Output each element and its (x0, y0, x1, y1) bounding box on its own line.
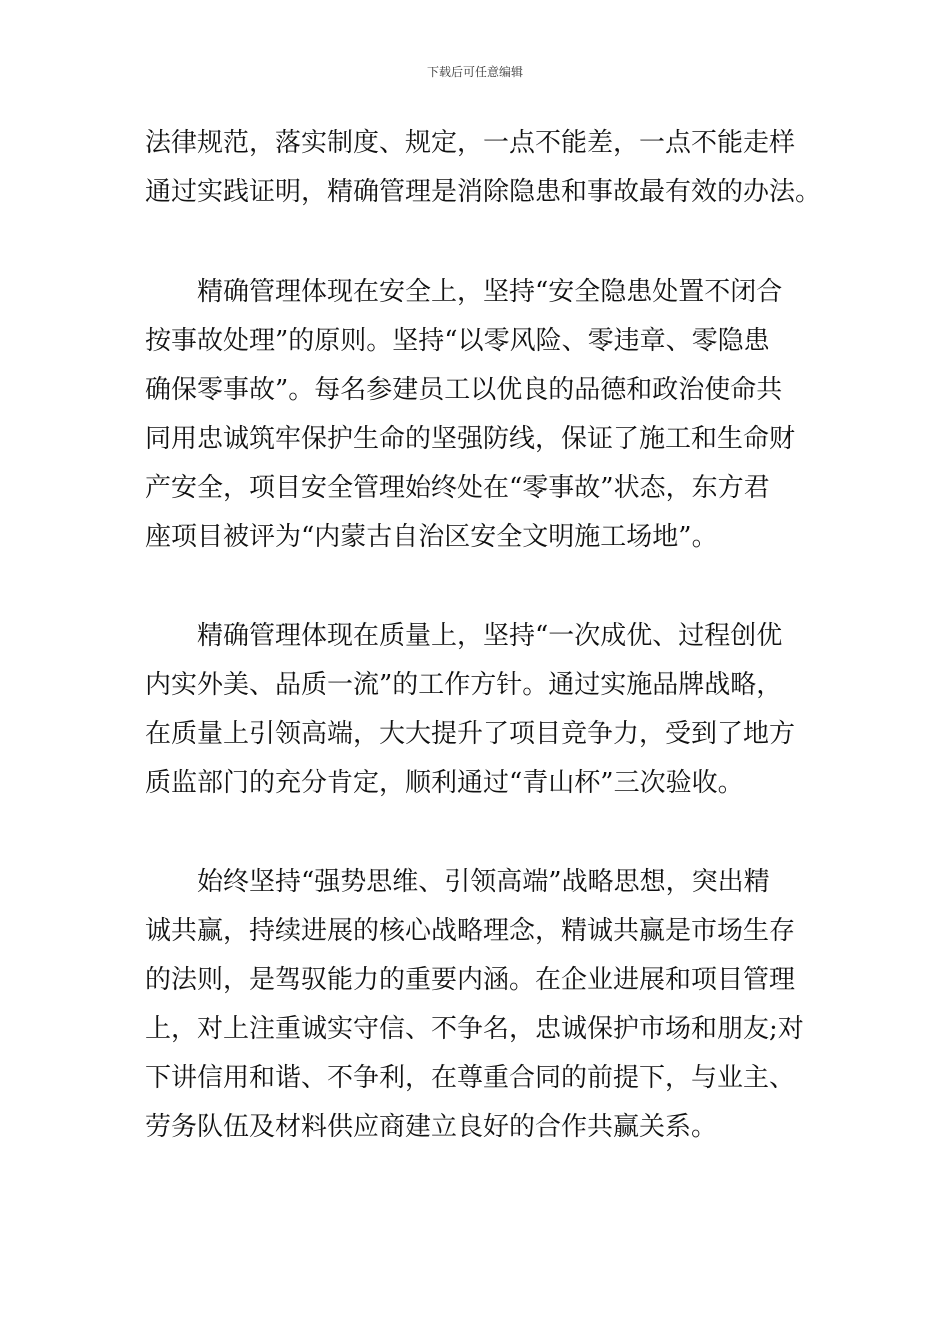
paragraph-line: 同用忠诚筑牢保护生命的坚强防线，保证了施工和生命财 (145, 424, 796, 454)
paragraph-line: 确保零事故”。每名参建员工以优良的品德和政治使命共 (145, 375, 783, 405)
paragraph-line: 精确管理体现在质量上，坚持“一次成优、过程创优 (197, 621, 783, 651)
paragraph-3 (145, 621, 825, 817)
page-header: 下载后可任意编辑 (426, 65, 523, 79)
paragraph-line: 下讲信用和谐、不争利，在尊重合同的前提下，与业主、 (145, 1063, 796, 1093)
paragraph-line: 质监部门的充分肯定，顺利通过“青山杯”三次验收。 (145, 768, 744, 798)
paragraph-spacer (145, 817, 825, 867)
paragraph-line: 精确管理体现在安全上，坚持“安全隐患处置不闭合 (197, 277, 783, 307)
paragraph-line: 诚共赢，持续进展的核心战略理念，精诚共赢是市场生存 (145, 916, 796, 946)
paragraph-spacer (145, 226, 825, 277)
paragraph-line: 座项目被评为“内蒙古自治区安全文明施工场地”。 (145, 522, 718, 552)
paragraph-line: 上，对上注重诚实守信、不争名，忠诚保护市场和朋友;对 (145, 1014, 804, 1044)
paragraph-line: 始终坚持“强势思维、引领高端”战略思想，突出精 (197, 867, 770, 897)
paragraph-2 (145, 277, 825, 571)
paragraph-line: 产安全，项目安全管理始终处在“零事故”状态，东方君 (145, 473, 770, 503)
document-body (145, 128, 825, 1161)
paragraph-line: 在质量上引领高端，大大提升了项目竞争力，受到了地方 (145, 719, 796, 749)
paragraph-line: 按事故处理”的原则。坚持“以零风险、零违章、零隐患 (145, 326, 770, 356)
paragraph-line: 通过实践证明，精确管理是消除隐患和事故最有效的办法。 (145, 177, 822, 207)
paragraph-spacer (145, 571, 825, 621)
paragraph-line: 的法则，是驾驭能力的重要内涵。在企业进展和项目管理 (145, 965, 796, 995)
paragraph-line: 劳务队伍及材料供应商建立良好的合作共赢关系。 (145, 1112, 718, 1142)
paragraph-1 (145, 128, 825, 226)
paragraph-4 (145, 867, 825, 1161)
paragraph-line: 内实外美、品质一流”的工作方针。通过实施品牌战略， (145, 670, 783, 700)
paragraph-line: 法律规范，落实制度、规定，一点不能差，一点不能走样 (145, 128, 796, 158)
